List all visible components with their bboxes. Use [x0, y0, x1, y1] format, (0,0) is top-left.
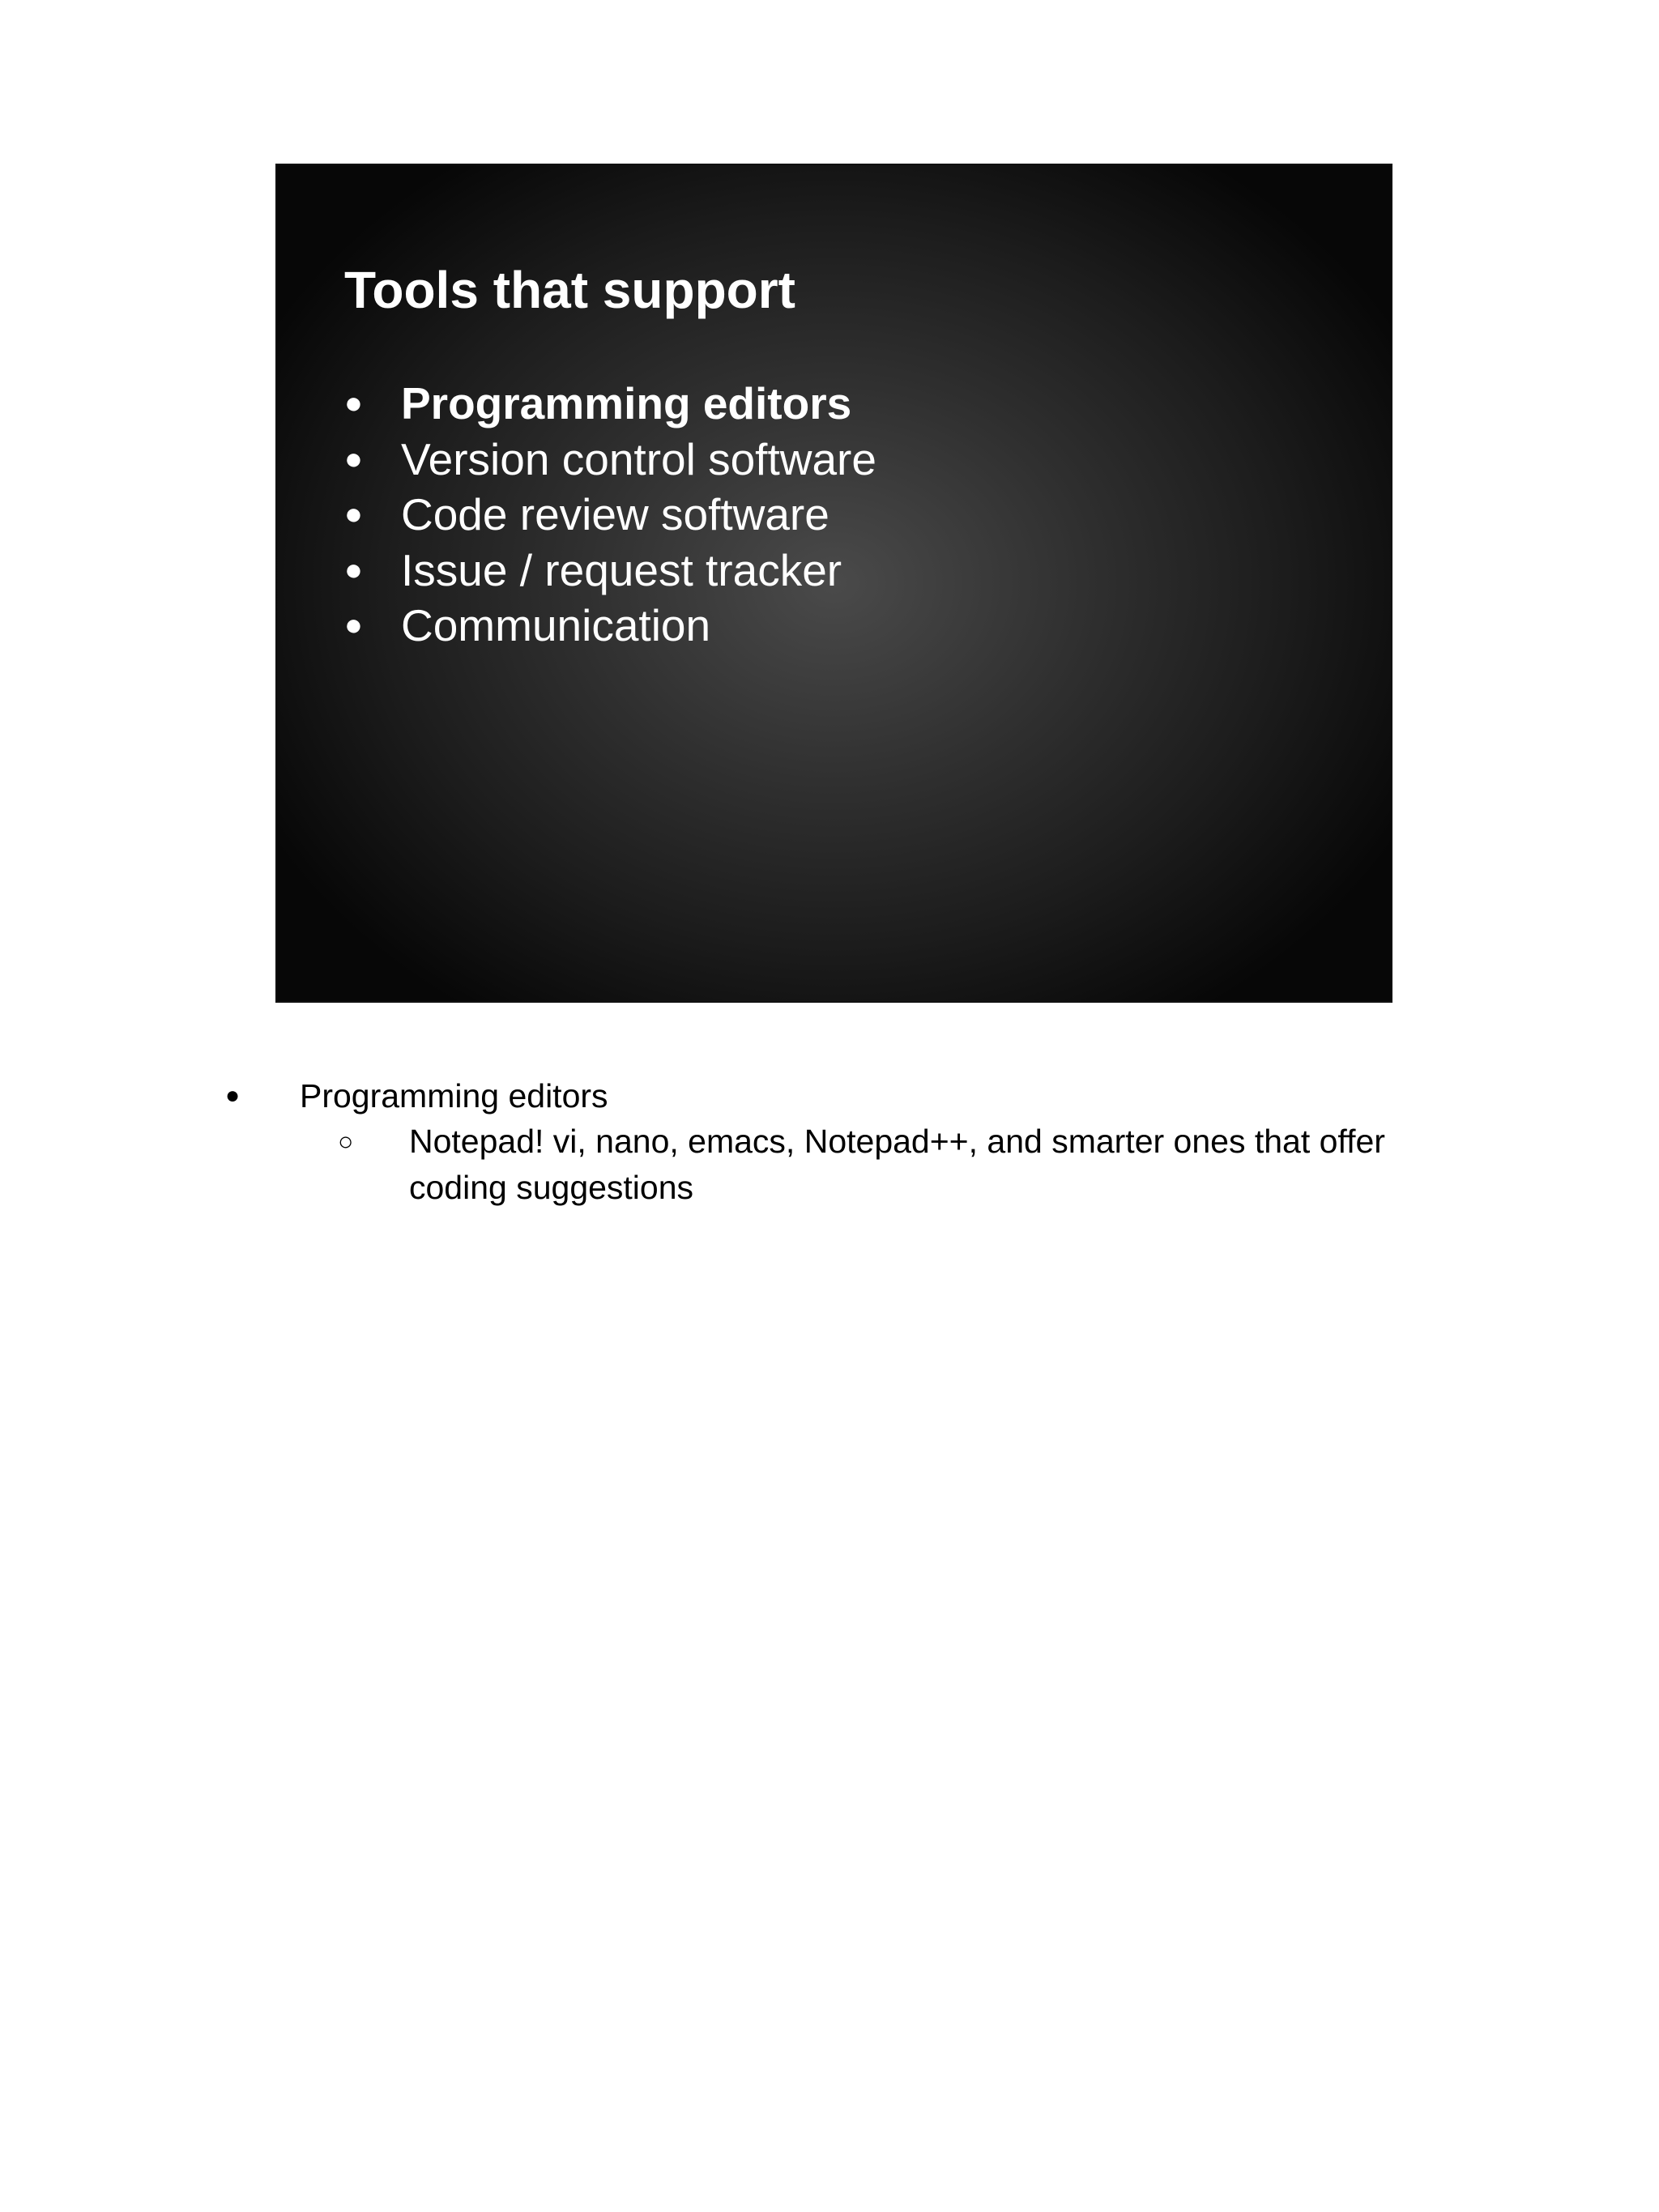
slide-bullet-item	[344, 432, 876, 488]
slide	[277, 165, 1391, 1001]
notes-sub-item-label: Notepad! vi, nano, emacs, Notepad++, and smarter ones that offer coding suggestions	[409, 1123, 1385, 1206]
slide-bullet-item	[344, 487, 876, 543]
bullet-icon: ●	[344, 552, 363, 587]
hollow-bullet-icon: ○	[338, 1127, 354, 1156]
bullet-icon: ●	[344, 386, 363, 421]
slide-bullet-label: Issue / request tracker	[401, 544, 842, 595]
bullet-icon: ●	[344, 441, 363, 476]
slide-bullet-label: Code review software	[401, 489, 830, 540]
notes-item-label: Programming editors	[300, 1077, 608, 1115]
slide-bullet-item	[344, 376, 876, 432]
slide-bullet-list	[344, 376, 876, 654]
bullet-icon: ●	[225, 1082, 241, 1109]
slide-bullet-item	[344, 598, 876, 654]
bullet-icon: ●	[344, 497, 363, 532]
slide-bullet-label: Version control software	[401, 433, 876, 484]
slide-bullet-label: Programming editors	[401, 378, 852, 429]
slide-bullet-item	[344, 543, 876, 599]
slide-bullet-label: Communication	[401, 600, 711, 651]
bullet-icon: ●	[344, 608, 363, 643]
slide-title: Tools that support	[344, 261, 795, 319]
